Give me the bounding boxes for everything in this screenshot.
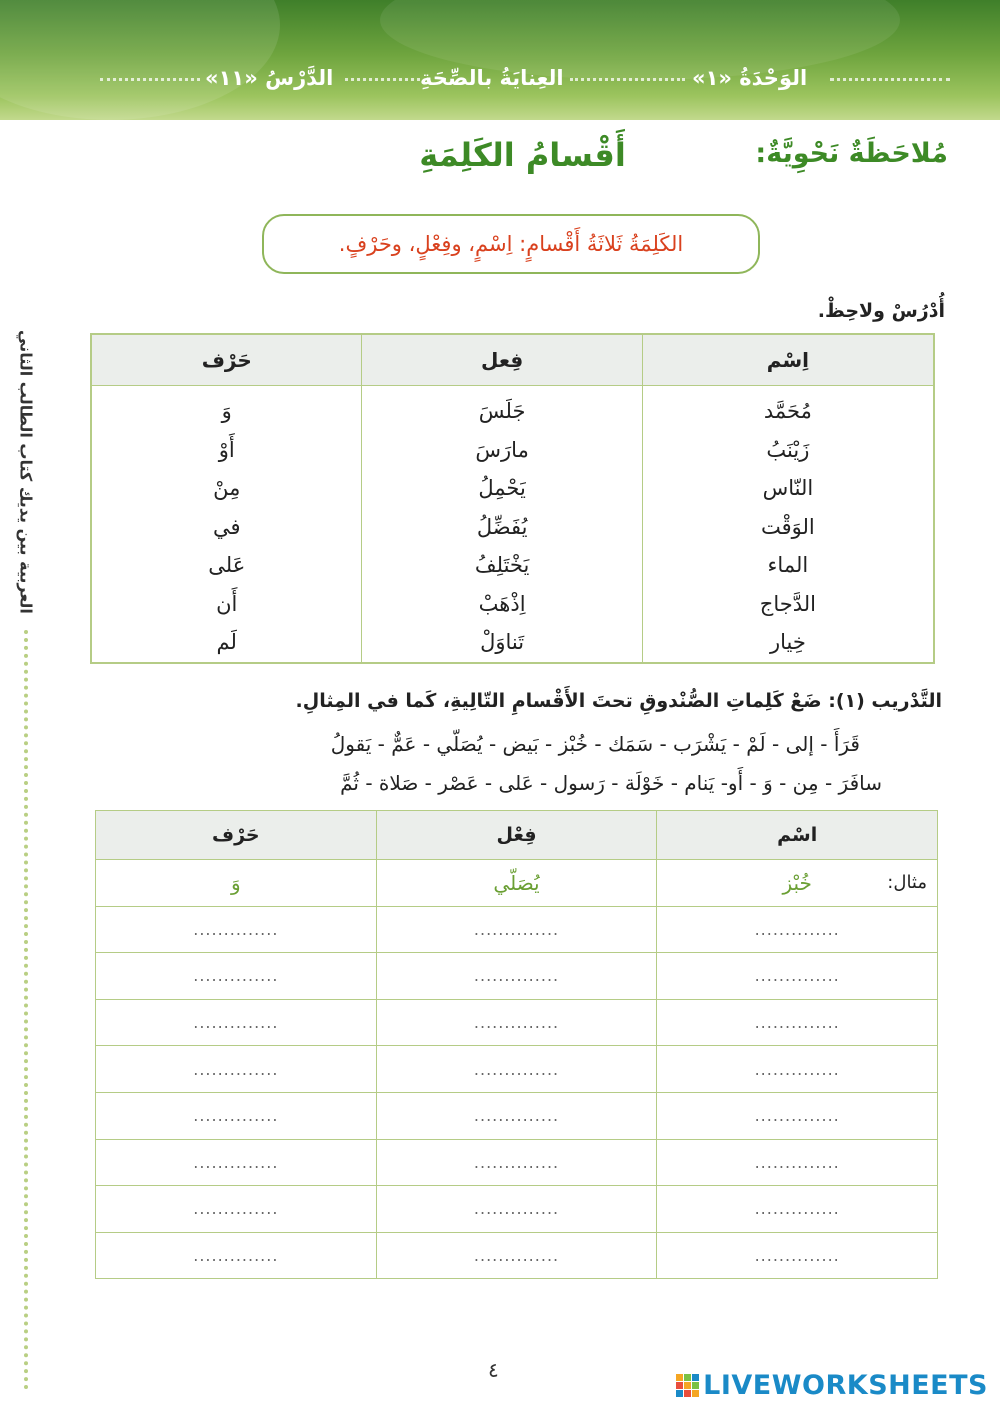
study-instruction: أُدْرُسْ ولاحِظْ. [817,300,945,322]
noun-cell: خِيار [642,623,934,663]
verb-cell: تَناوَلْ [362,623,642,663]
noun-answer-cell[interactable]: .............. [657,1046,938,1093]
verb-answer-cell[interactable]: .............. [376,1186,657,1233]
table-row [91,508,934,547]
book-title: العربية بين يديك كتاب الطالب الثاني [16,330,36,614]
example-row [96,860,938,907]
particle-answer-cell[interactable]: .............. [96,1046,377,1093]
table-row [91,469,934,508]
noun-answer-cell[interactable]: .............. [657,1092,938,1139]
rule-box [262,214,760,274]
verb-answer-cell[interactable]: .............. [376,999,657,1046]
topic-label: العِنايَةُ بالصِّحَةِ [420,66,564,90]
header-decoration [0,0,280,120]
example-verb-cell [376,860,657,907]
verb-answer-cell[interactable]: .............. [376,906,657,953]
note-label: مُلاحَظَةٌ نَحْوِيَّةٌ: [755,138,948,169]
noun-answer-cell[interactable]: .............. [657,1232,938,1279]
noun-answer-cell[interactable]: .............. [657,999,938,1046]
verb-cell: مارَسَ [362,431,642,470]
example-label: مثال: [887,872,927,893]
header-dots [570,78,685,81]
header-particle: حَرْف [91,334,362,386]
example-verb: يُصَلّي [493,870,540,895]
verb-answer-cell[interactable]: .............. [376,1139,657,1186]
header-dots [100,78,200,81]
verb-cell: يَخْتَلِفُ [362,546,642,585]
particle-cell: عَلى [91,546,362,585]
answer-row [96,1232,938,1279]
particle-cell: لَم [91,623,362,663]
rule-text: الكَلِمَةُ ثَلاثَةُ أَقْسامٍ: اِسْمٍ، وفِعْلٍ، وحَرْفٍ. [338,232,684,256]
particle-cell: وَ [91,386,362,431]
lesson-label: الدَّرْسُ «١١» [205,66,334,90]
header-verb: فِعل [362,334,642,386]
noun-cell: النّاس [642,469,934,508]
answer-row [96,999,938,1046]
noun-cell: الوَقْت [642,508,934,547]
logo-text: LIVEWORKSHEETS [703,1370,988,1401]
liveworksheets-logo [676,1370,988,1401]
noun-answer-cell[interactable]: .............. [657,953,938,1000]
verb-cell: اِذْهَبْ [362,585,642,624]
word-bank-line-2: سافَرَ - مِن - وَ - أَو- يَنام - خَوْلَة - رَسول - عَلى - عَصْر - صَلاة - ثُمَّ [340,771,882,795]
particle-cell: في [91,508,362,547]
table-row [91,431,934,470]
header-noun: اسْم [657,811,938,860]
verb-cell: يُفَضِّلُ [362,508,642,547]
exercise-header-row [96,811,938,860]
header-verb: فِعْل [376,811,657,860]
answer-row [96,953,938,1000]
answer-row [96,1046,938,1093]
verb-answer-cell[interactable]: .............. [376,1046,657,1093]
noun-cell: الدَّجاج [642,585,934,624]
particle-answer-cell[interactable]: .............. [96,953,377,1000]
exercise-instruction: التَّدْريب (١): ضَعْ كَلِماتِ الصُّنْدوقِ تحتَ الأَقْسامِ التّالِيةِ، كَما في المِثالِ. [295,690,942,712]
example-noun: خُبْز [782,870,812,895]
particle-answer-cell[interactable]: .............. [96,906,377,953]
header-dots [830,78,950,81]
table-row [91,623,934,663]
verb-answer-cell[interactable]: .............. [376,1232,657,1279]
noun-cell: زَيْنَبُ [642,431,934,470]
answer-row [96,906,938,953]
study-table [90,333,935,664]
sidebar-dots [24,630,28,1390]
verb-answer-cell[interactable]: .............. [376,1092,657,1139]
particle-answer-cell[interactable]: .............. [96,999,377,1046]
study-header-row [91,334,934,386]
particle-answer-cell[interactable]: .............. [96,1232,377,1279]
noun-answer-cell[interactable]: .............. [657,1139,938,1186]
header-particle: حَرْف [96,811,377,860]
verb-answer-cell[interactable]: .............. [376,953,657,1000]
example-noun-cell [657,860,938,907]
exercise-table [95,810,938,1279]
sidebar-book-label [6,330,46,1390]
particle-answer-cell[interactable]: .............. [96,1139,377,1186]
particle-answer-cell[interactable]: .............. [96,1092,377,1139]
particle-cell: أَن [91,585,362,624]
header-noun: اِسْم [642,334,934,386]
header-banner [0,0,1000,120]
logo-grid-icon [676,1374,699,1397]
example-particle-cell [96,860,377,907]
header-dots [345,78,420,81]
unit-label: الوَحْدَةُ «١» [692,66,808,90]
answer-row [96,1186,938,1233]
page-title: أَقْسامُ الكَلِمَةِ [419,136,626,174]
example-particle: وَ [231,870,241,895]
word-bank-line-1: قَرَأَ - إلى - لَمْ - يَشْرَب - سَمَك - خُبْز - بَيض - يُصَلّي - عَمٌّ - يَقولُ [330,732,860,756]
table-row [91,585,934,624]
noun-answer-cell[interactable]: .............. [657,1186,938,1233]
particle-cell: أَوْ [91,431,362,470]
particle-cell: مِنْ [91,469,362,508]
page-number: ٤ [488,1358,499,1382]
verb-cell: جَلَسَ [362,386,642,431]
particle-answer-cell[interactable]: .............. [96,1186,377,1233]
answer-row [96,1092,938,1139]
noun-cell: مُحَمَّد [642,386,934,431]
table-row [91,546,934,585]
noun-answer-cell[interactable]: .............. [657,906,938,953]
table-row [91,386,934,431]
answer-row [96,1139,938,1186]
noun-cell: الماء [642,546,934,585]
verb-cell: يَحْمِلُ [362,469,642,508]
